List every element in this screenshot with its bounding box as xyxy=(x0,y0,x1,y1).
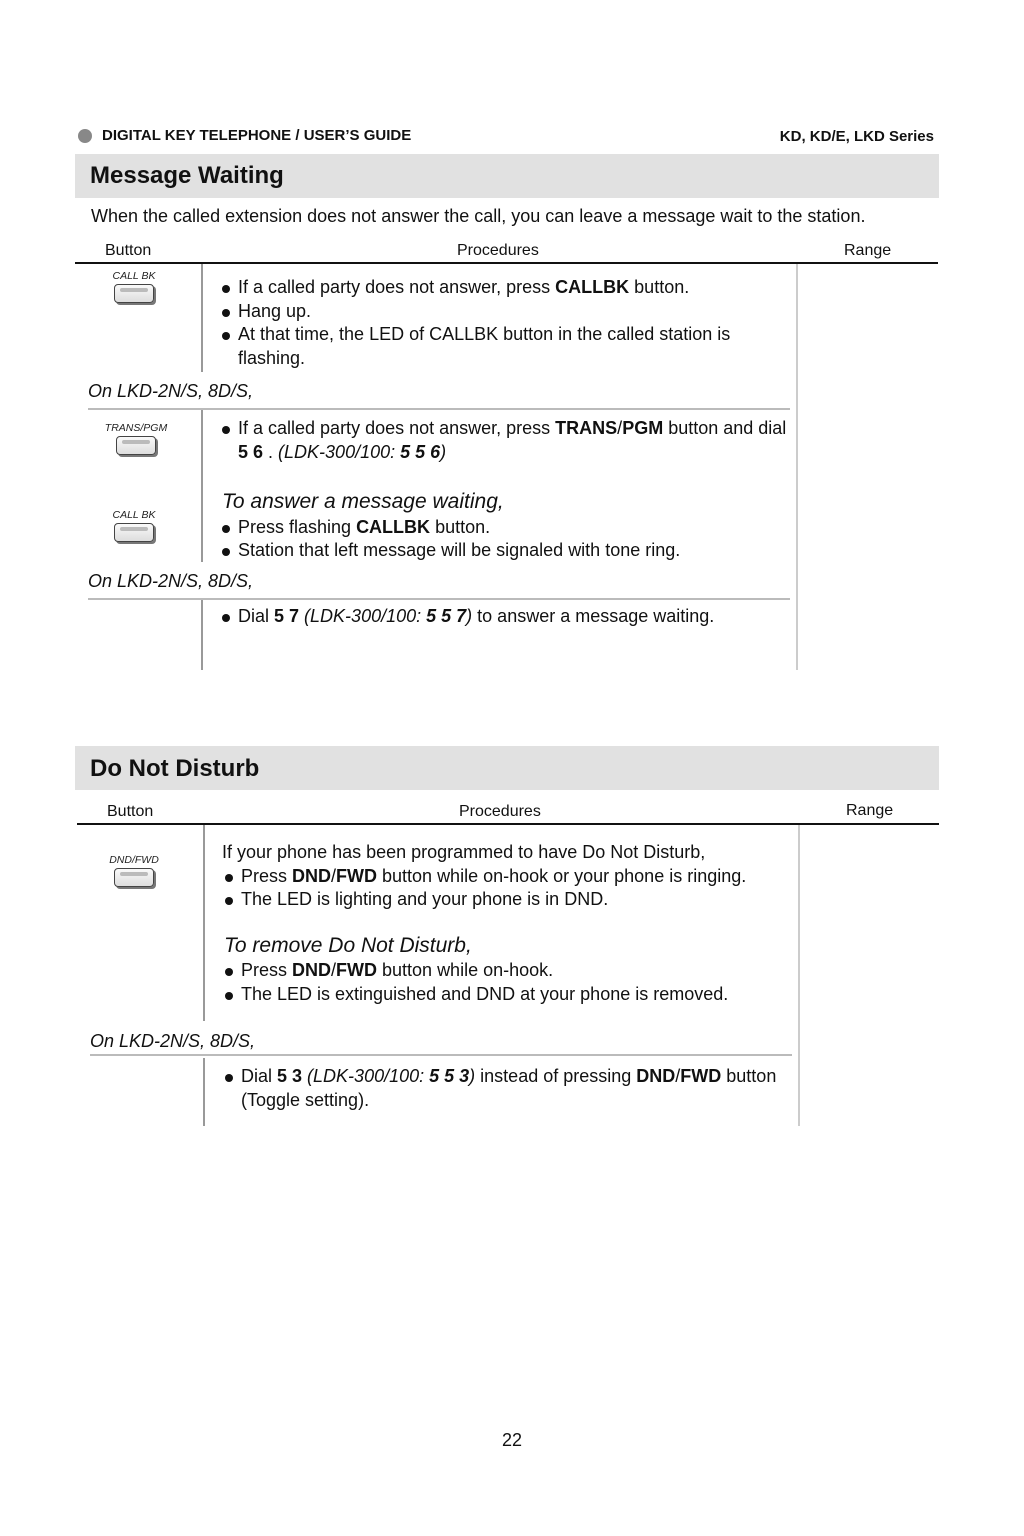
callbk-button-icon xyxy=(94,509,174,547)
table-header-rule xyxy=(75,262,938,264)
procedure-block xyxy=(222,841,797,1006)
button-label: TRANS/PGM xyxy=(104,422,168,434)
section-intro: When the called extension does not answer the call, you can leave a message wait to the station. xyxy=(91,206,866,226)
section-header-do-not-disturb xyxy=(75,746,939,790)
dnd-fwd-button-icon xyxy=(94,854,174,892)
key-icon xyxy=(114,868,154,887)
list-item: If a called party does not answer, press TRANS/PGM button and dial 5 6 . (LDK-300/100: 5 5 6) xyxy=(222,417,787,464)
key-icon xyxy=(114,523,154,542)
row-divider xyxy=(90,1054,792,1056)
button-label: CALL BK xyxy=(112,270,156,282)
running-header-left xyxy=(78,127,411,144)
model-note: On LKD-2N/S, 8D/S, xyxy=(88,571,254,591)
list-item: The LED is extinguished and DND at your phone is removed. xyxy=(225,983,797,1007)
header-bullet-icon xyxy=(78,129,92,143)
column-divider xyxy=(201,600,203,670)
list-item: Station that left message will be signaled with tone ring. xyxy=(222,539,787,563)
column-divider xyxy=(203,825,205,1021)
procedure-block xyxy=(222,276,787,370)
list-item: Press DND/FWD button while on-hook or your phone is ringing. xyxy=(225,865,797,889)
procedure-block xyxy=(222,605,792,629)
section-header-message-waiting xyxy=(75,154,939,198)
subheading: To answer a message waiting, xyxy=(222,490,504,513)
list-item: Dial 5 3 (LDK-300/100: 5 5 3) instead of pressing DND/FWD button (Toggle setting). xyxy=(225,1065,785,1112)
subheading: To remove Do Not Disturb, xyxy=(224,933,472,957)
column-header-procedures: Procedures xyxy=(457,242,539,259)
lead-text: If your phone has been programmed to have Do Not Disturb, xyxy=(222,842,706,862)
table-header-rule xyxy=(77,823,939,825)
header-guide-title: DIGITAL KEY TELEPHONE / USER’S GUIDE xyxy=(102,127,412,144)
column-header-range: Range xyxy=(844,242,892,259)
column-divider xyxy=(201,410,203,562)
key-icon xyxy=(116,436,156,455)
key-icon xyxy=(114,284,154,303)
trans-pgm-button-icon xyxy=(96,422,176,460)
procedure-block xyxy=(225,1065,785,1112)
callbk-button-icon xyxy=(94,270,174,308)
column-header-button: Button xyxy=(107,803,154,820)
column-divider xyxy=(201,264,203,372)
list-item: The LED is lighting and your phone is in DND. xyxy=(225,888,797,912)
page-number: 22 xyxy=(501,1430,523,1450)
list-item: At that time, the LED of CALLBK button in the called station is flashing. xyxy=(222,323,787,370)
list-item: Press DND/FWD button while on-hook. xyxy=(225,959,797,983)
model-note: On LKD-2N/S, 8D/S, xyxy=(88,381,254,401)
column-header-procedures: Procedures xyxy=(459,803,541,820)
model-note: On LKD-2N/S, 8D/S, xyxy=(90,1031,256,1051)
range-divider xyxy=(798,825,800,1126)
running-header-right: KD, KD/E, LKD Series xyxy=(779,128,934,145)
column-header-button: Button xyxy=(105,242,152,259)
button-label: DND/FWD xyxy=(109,854,159,866)
range-divider xyxy=(796,264,798,670)
list-item: Press flashing CALLBK button. xyxy=(222,516,787,540)
column-divider xyxy=(203,1058,205,1126)
section-title: Do Not Disturb xyxy=(90,755,260,782)
procedure-block xyxy=(222,417,787,563)
section-title: Message Waiting xyxy=(90,162,284,189)
row-divider xyxy=(88,598,790,600)
button-label: CALL BK xyxy=(112,509,156,521)
row-divider xyxy=(88,408,790,410)
list-item: Hang up. xyxy=(222,300,787,324)
list-item: Dial 5 7 (LDK-300/100: 5 5 7) to answer a message waiting. xyxy=(222,605,792,629)
list-item: If a called party does not answer, press CALLBK button. xyxy=(222,276,787,300)
column-header-range: Range xyxy=(846,802,894,819)
